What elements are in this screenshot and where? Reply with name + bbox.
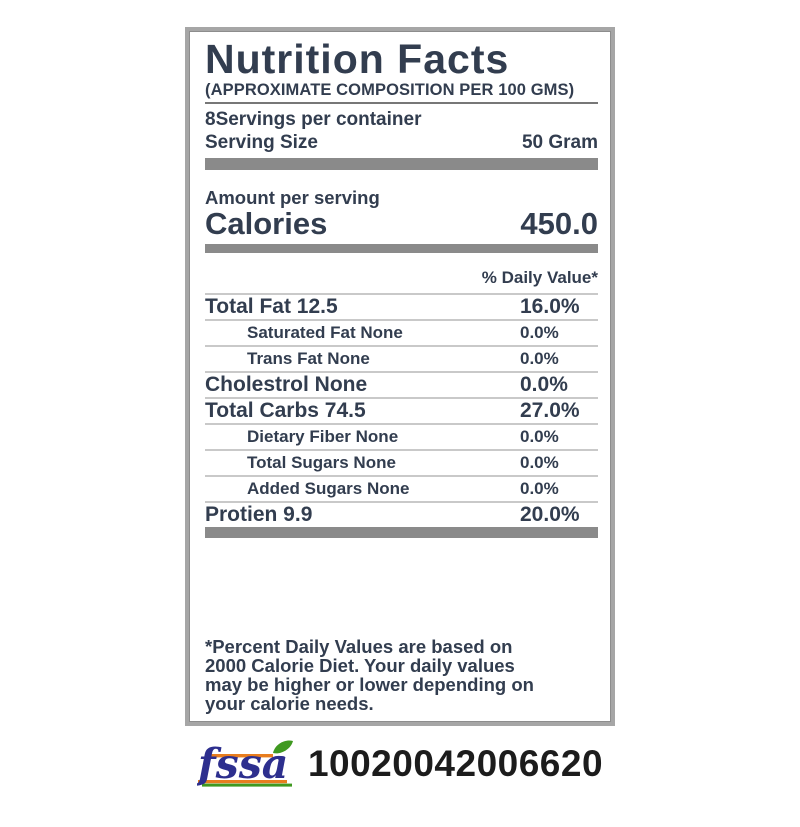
footnote-line: 2000 Calorie Diet. Your daily values [205,656,598,675]
fssai-license-number: 10020042006620 [308,745,603,782]
fssai-logo-icon [197,737,303,789]
daily-value-footnote [205,637,598,713]
nutrient-row [205,371,598,397]
nutrient-value: 20.0% [520,503,598,527]
nutrient-label: Total Sugars None [205,453,520,473]
nutrient-value: 0.0% [520,373,598,397]
header-rule [205,102,598,104]
nutrient-row [205,319,598,345]
fssai-wordmark-fssa: fssa [197,740,288,788]
nutrient-label: Saturated Fat None [205,323,520,343]
calories-label: Calories [205,208,327,241]
nutrient-value: 27.0% [520,399,598,423]
calories-value: 450.0 [520,208,598,241]
nutrient-label: Trans Fat None [205,349,520,369]
footnote-line: *Percent Daily Values are based on [205,637,598,656]
nutrient-label: Protien 9.9 [205,503,520,527]
thick-divider-bar [205,244,598,253]
nutrient-label: Cholestrol None [205,373,520,397]
nutrient-label: Total Carbs 74.5 [205,399,520,423]
nutrient-label: Dietary Fiber None [205,427,520,447]
footnote-line: your calorie needs. [205,694,598,713]
nutrient-row [205,475,598,501]
serving-size-value: 50 Gram [522,133,598,152]
calories-row [205,208,598,241]
serving-size-row [205,133,598,152]
nutrient-label: Added Sugars None [205,479,520,499]
nutrient-row [205,501,598,527]
nutrient-row [205,397,598,423]
nutrient-row [205,293,598,319]
nutrient-value: 0.0% [520,479,598,499]
amount-per-serving-label: Amount per serving [205,189,598,208]
thick-divider-bar [205,527,598,538]
nutrient-label: Total Fat 12.5 [205,295,520,319]
nutrient-row [205,423,598,449]
serving-size-label: Serving Size [205,133,318,152]
servings-per-container: 8Servings per container [205,110,598,129]
nutrient-value: 16.0% [520,295,598,319]
nutrient-rows [205,293,598,527]
nutrition-facts-panel [185,27,615,726]
nutrient-row [205,345,598,371]
panel-subtitle: (APPROXIMATE COMPOSITION PER 100 GMS) [205,82,598,99]
nutrient-value: 0.0% [520,427,598,447]
svg-text:fssa ı [197,740,303,788]
nutrient-value: 0.0% [520,349,598,369]
daily-value-header: % Daily Value* [205,268,598,288]
panel-title: Nutrition Facts [205,39,598,80]
footnote-line: may be higher or lower depending on [205,675,598,694]
nutrient-value: 0.0% [520,453,598,473]
fssai-license-row [0,737,800,789]
nutrient-row [205,449,598,475]
thick-divider-bar [205,158,598,170]
nutrient-value: 0.0% [520,323,598,343]
